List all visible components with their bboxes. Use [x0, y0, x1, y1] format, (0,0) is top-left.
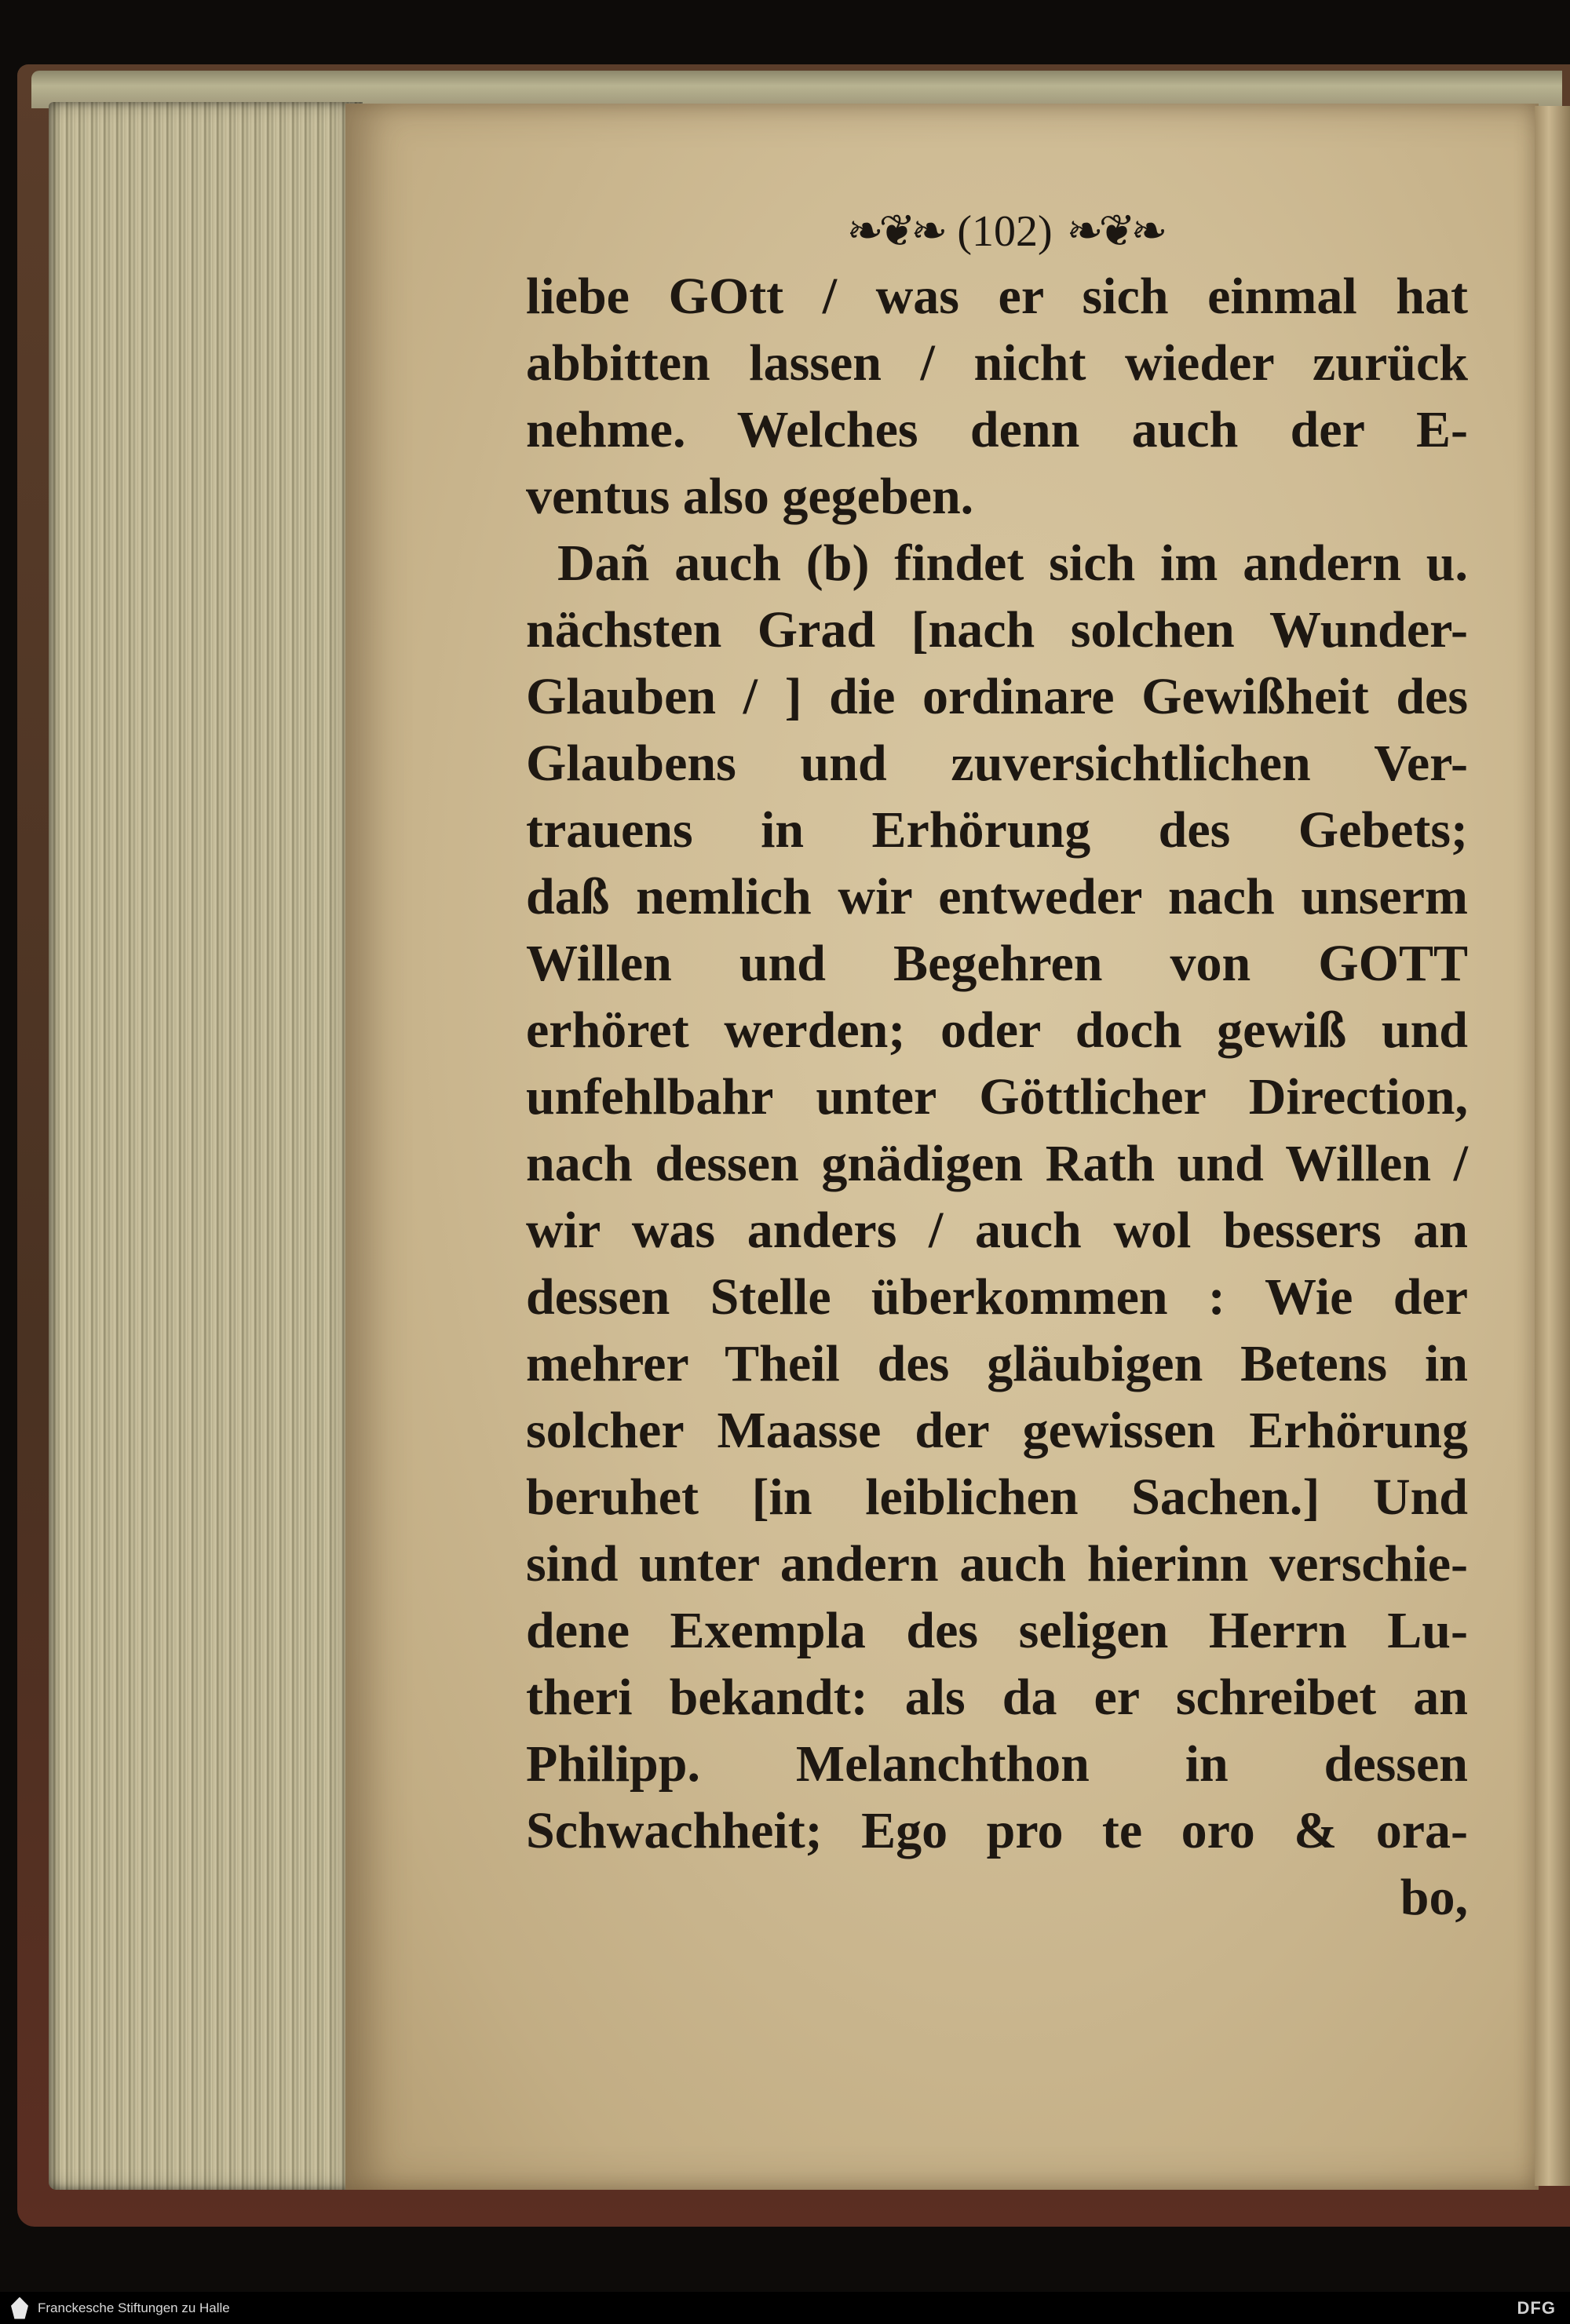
text-line: unfehlbahr unter Göttlicher Direction, — [526, 1068, 1468, 1126]
text-line: Dañ auch (b) findet sich im andern u. — [557, 534, 1468, 592]
text-line: erhöret werden; oder doch gewiß und — [526, 1001, 1468, 1059]
text-line: nach dessen gnädigen Rath und Willen / — [526, 1135, 1468, 1192]
text-line: dene Exempla des seligen Herrn Lu- — [526, 1602, 1468, 1659]
text-line: dessen Stelle überkommen : Wie der — [526, 1268, 1468, 1326]
text-line: mehrer Theil des gläubigen Betens in — [526, 1335, 1468, 1392]
text-line: Glauben / ] die ordinare Gewißheit des — [526, 668, 1468, 725]
text-line: beruhet [in leiblichen Sachen.] Und — [526, 1468, 1468, 1526]
text-line: Willen und Begehren von GOTT — [526, 935, 1468, 992]
footer-left — [0, 2297, 230, 2319]
body-text — [526, 263, 1468, 1931]
text-line: trauens in Erhörung des Gebets; — [526, 801, 1468, 859]
text-line: Philipp. Melanchthon in dessen — [526, 1735, 1468, 1793]
page-number: (102) — [957, 207, 1053, 256]
institution-name: Franckesche Stiftungen zu Halle — [38, 2300, 230, 2315]
page-edges — [49, 102, 363, 2190]
text-line: solcher Maasse der gewissen Erhörung — [526, 1402, 1468, 1459]
text-line: abbitten lassen / nicht wieder zurück — [526, 334, 1468, 392]
text-line: nächsten Grad [nach solchen Wunder- — [526, 601, 1468, 659]
text-line: ventus also gegeben. — [526, 468, 974, 525]
text-line: Schwachheit; Ego pro te oro & ora- — [526, 1802, 1468, 1859]
text-line: nehme. Welches denn auch der E- — [526, 401, 1468, 458]
text-line: liebe GOtt / was er sich einmal hat — [526, 268, 1468, 325]
text-line: Glaubens und zuversichtlichen Ver- — [526, 735, 1468, 792]
ornament-right-icon: ❧❦❧ — [1066, 206, 1163, 257]
text-line: wir was anders / auch wol bessers an — [526, 1202, 1468, 1259]
text-line: daß nemlich wir entweder nach unserm — [526, 868, 1468, 925]
dfg-logo: DFG — [1517, 2297, 1556, 2318]
footer-bar — [0, 2292, 1570, 2324]
catchword: bo, — [1400, 1869, 1468, 1926]
page-header — [801, 200, 1209, 263]
text-line: theri bekandt: als da er schreibet an — [526, 1669, 1468, 1726]
text-line: sind unter andern auch hierinn verschie- — [526, 1535, 1468, 1593]
page-right-edge — [1535, 106, 1570, 2186]
ornament-left-icon: ❧❦❧ — [846, 206, 944, 257]
institution-logo-icon — [11, 2297, 28, 2319]
